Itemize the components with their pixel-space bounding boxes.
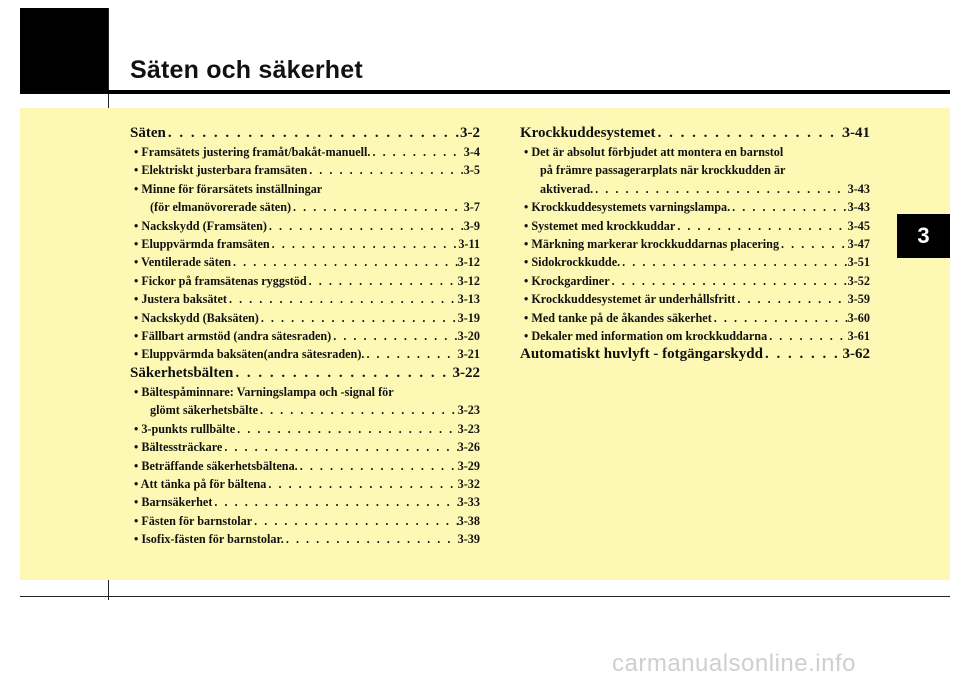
toc-page-number: 3-13 — [457, 292, 480, 307]
toc-item[interactable] — [130, 512, 480, 530]
toc-item-label: • Krockgardiner — [524, 273, 610, 288]
toc-item-label: • Dekaler med information om krockkuddarna — [524, 329, 768, 344]
toc-item[interactable] — [130, 253, 480, 271]
toc-page-number: 3-29 — [457, 458, 480, 473]
toc-item-label: Krockkuddesystemet — [520, 125, 656, 141]
dot-leader — [166, 124, 460, 143]
dot-leader — [331, 327, 457, 345]
toc-item-label: • Nackskydd (Baksäten) — [134, 310, 259, 325]
toc-page-number: 3-4 — [463, 145, 480, 159]
toc-item-line[interactable]: • Det är absolut förbjudet att montera en barnstol — [524, 145, 784, 159]
title-rule — [108, 90, 950, 94]
toc-item-label: • Nackskydd (Framsäten) — [134, 218, 267, 233]
toc-item-label: Säten — [130, 125, 166, 141]
toc-item-label: • Justera baksätet — [134, 292, 227, 307]
toc-item-label: • Eluppvärmda framsäten — [134, 237, 270, 252]
toc-page-number: 3-23 — [457, 421, 480, 436]
dot-leader — [291, 198, 464, 216]
toc-page-number: 3-43 — [847, 181, 870, 196]
dot-leader — [767, 327, 847, 345]
dot-leader — [735, 290, 847, 308]
toc-item-label: • Märkning markerar krockkuddarnas placering — [524, 237, 780, 252]
toc-item-label: • Med tanke på de åkandes säkerhet — [524, 310, 712, 325]
toc-item-label: • Elektriskt justerbara framsäten — [134, 163, 308, 178]
toc-item[interactable] — [130, 161, 480, 179]
watermark-text: carmanualsonline.info — [612, 650, 856, 677]
toc-page-number: 3-47 — [847, 237, 870, 252]
toc-item[interactable] — [520, 180, 870, 198]
toc-page-number: 3-20 — [457, 329, 480, 344]
toc-item-line[interactable]: • Minne för förarsätets inställningar — [134, 181, 323, 196]
toc-item-line[interactable]: på främre passagerarplats när krockkudden är — [540, 163, 786, 178]
toc-item[interactable] — [520, 198, 870, 216]
dot-leader — [364, 345, 457, 363]
dot-leader — [620, 253, 847, 271]
toc-section-huvlyft[interactable] — [520, 345, 870, 364]
toc-item-label: • Sidokrockkudde. — [524, 255, 621, 270]
toc-section-krockkuddesystemet[interactable] — [520, 124, 870, 143]
dot-leader — [235, 420, 458, 438]
toc-item[interactable] — [130, 327, 480, 345]
toc-item[interactable] — [130, 235, 480, 253]
toc-page-number: 3-38 — [457, 513, 480, 528]
toc-item[interactable] — [130, 475, 480, 493]
toc-page-number: 3-51 — [847, 255, 870, 270]
toc-item[interactable] — [130, 438, 480, 456]
dot-leader — [779, 235, 848, 253]
chapter-black-block — [20, 8, 108, 94]
toc-item-label: • Isofix-fästen för barnstolar. — [134, 532, 284, 547]
toc-page-number: 3-11 — [458, 237, 480, 252]
toc-page-number: 3-7 — [463, 200, 480, 215]
toc-page-number: 3-61 — [847, 329, 870, 344]
dot-leader — [675, 217, 847, 235]
toc-page-number: 3-26 — [457, 440, 480, 455]
toc-item[interactable] — [130, 290, 480, 308]
toc-page-number: 3-9 — [463, 218, 480, 233]
toc-item[interactable] — [520, 290, 870, 308]
toc-item-label: • Barnsäkerhet — [134, 495, 213, 510]
toc-left-column — [130, 124, 480, 549]
toc-page-number: 3-12 — [457, 273, 480, 288]
toc-item[interactable] — [130, 493, 480, 511]
toc-item[interactable] — [130, 198, 480, 216]
toc-item[interactable] — [520, 272, 870, 290]
dot-leader — [233, 364, 452, 383]
toc-page-number: 3-41 — [842, 125, 870, 141]
toc-item-label: (för elmanövorerade säten) — [150, 200, 292, 215]
toc-item[interactable] — [520, 235, 870, 253]
toc-item-label: • Krockkuddesystemet är underhållsfritt — [524, 292, 736, 307]
chapter-tab[interactable]: 3 — [897, 214, 950, 258]
toc-page-number: 3-52 — [847, 273, 870, 288]
dot-leader — [231, 253, 458, 271]
toc-item[interactable] — [130, 217, 480, 235]
toc-item-label: • Fästen för barnstolar — [134, 513, 253, 528]
toc-section-sakerhetsbalten[interactable] — [130, 364, 480, 383]
dot-leader — [610, 272, 848, 290]
toc-item[interactable] — [520, 309, 870, 327]
toc-item-label: • Framsätets justering framåt/bakåt-manuell. — [134, 145, 371, 159]
toc-item[interactable] — [130, 401, 480, 419]
dot-leader — [222, 438, 457, 456]
toc-page-number: 3-21 — [457, 347, 480, 362]
toc-item[interactable] — [130, 457, 480, 475]
dot-leader — [370, 143, 463, 161]
toc-page-number: 3-60 — [847, 310, 870, 325]
toc-item[interactable] — [130, 309, 480, 327]
toc-item[interactable] — [520, 253, 870, 271]
toc-item-label: • Fällbart armstöd (andra sätesraden) — [134, 329, 332, 344]
toc-page-number: 3-32 — [457, 476, 480, 491]
toc-item-label: • Eluppvärmda baksäten(andra sätesraden). — [134, 347, 365, 362]
toc-item-label: glömt säkerhetsbälte — [150, 403, 258, 418]
toc-item-label: • Systemet med krockkuddar — [524, 218, 676, 233]
toc-page-number: 3-33 — [457, 495, 480, 510]
dot-leader — [267, 217, 464, 235]
toc-page-number: 3-19 — [457, 310, 480, 325]
toc-page-number: 3-59 — [847, 292, 870, 307]
toc-page-number: 3-45 — [847, 218, 870, 233]
toc-page-number: 3-43 — [847, 200, 870, 215]
toc-right-column — [520, 124, 870, 364]
toc-item-label: aktiverad. — [540, 181, 594, 196]
toc-page-number: 3-22 — [452, 364, 480, 381]
toc-item-label: • Att tänka på för bältena — [134, 476, 267, 491]
page-title: Säten och säkerhet — [130, 56, 363, 84]
dot-leader — [252, 512, 458, 530]
toc-page-number: 3-23 — [457, 403, 480, 418]
toc-item-label: • Bältessträckare — [134, 440, 223, 455]
toc-item-label: • Beträffande säkerhetsbältena. — [134, 458, 298, 473]
dot-leader — [284, 530, 458, 548]
toc-item[interactable] — [520, 327, 870, 345]
toc-page-number: 3-2 — [460, 125, 480, 141]
toc-page-number: 3-12 — [457, 255, 480, 270]
dot-leader — [270, 235, 459, 253]
toc-section-saten[interactable] — [130, 124, 480, 143]
toc-item[interactable] — [130, 345, 480, 363]
dot-leader — [763, 345, 843, 364]
dot-leader — [656, 124, 843, 143]
toc-item[interactable] — [130, 272, 480, 290]
toc-item[interactable] — [520, 217, 870, 235]
dot-leader — [730, 198, 847, 216]
dot-leader — [307, 161, 464, 179]
toc-item-label: • Krockkuddesystemets varningslampa. — [524, 200, 731, 215]
toc-item[interactable] — [130, 530, 480, 548]
toc-item-label: • Ventilerade säten — [134, 255, 232, 270]
dot-leader — [593, 180, 848, 198]
toc-page-number: 3-5 — [463, 163, 480, 178]
dot-leader — [712, 309, 848, 327]
bottom-rule — [20, 596, 950, 597]
dot-leader — [259, 309, 458, 327]
dot-leader — [266, 475, 457, 493]
toc-item-label: Säkerhetsbälten — [130, 364, 234, 381]
dot-leader — [258, 401, 458, 419]
dot-leader — [227, 290, 458, 308]
toc-page-number: 3-39 — [457, 532, 480, 547]
toc-item-label: • 3-punkts rullbälte — [134, 421, 236, 436]
toc-item-label: Automatiskt huvlyft - fotgängarskydd — [520, 346, 763, 363]
toc-item[interactable] — [130, 143, 480, 161]
dot-leader — [307, 272, 458, 290]
toc-item-label: • Fickor på framsätenas ryggstöd — [134, 273, 307, 288]
toc-page-number: 3-62 — [842, 346, 870, 363]
dot-leader — [298, 457, 458, 475]
dot-leader — [212, 493, 457, 511]
toc-item-line[interactable]: • Bältespåminnare: Varningslampa och -signal för — [134, 384, 394, 399]
toc-item[interactable] — [130, 420, 480, 438]
